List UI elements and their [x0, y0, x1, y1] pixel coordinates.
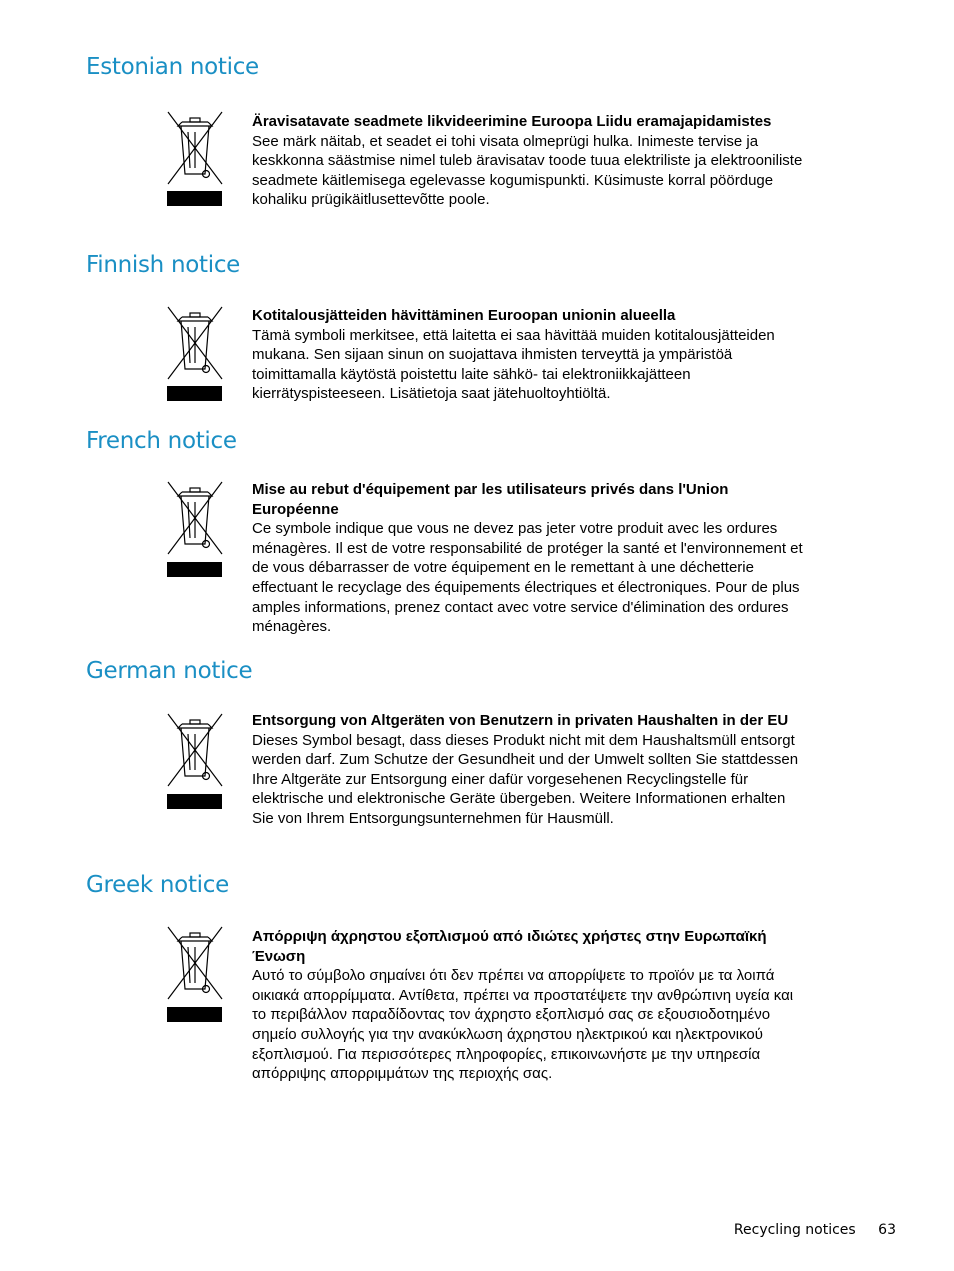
notice-body: Dieses Symbol besagt, dass dieses Produkt nicht mit dem Haushaltsmüll entsorgt werden darf. Zum Schutze der Gesundheit und der Umwelt sollten Sie stattdessen Ihre Altgeräte zur Entsorgung einer dafür vorgesehenen Recyclingstelle für elektrische und elektronische Geräte übergeben. Weitere Informationen erhalten Sie von Ihrem Entsorgungsunternehmen für Hausmüll. — [252, 731, 799, 827]
weee-bar — [167, 794, 222, 809]
page-number: 63 — [878, 1222, 896, 1238]
crossed-out-wheelie-bin-icon — [166, 710, 224, 790]
section-heading-german: German notice — [86, 658, 253, 684]
weee-bar — [167, 1007, 222, 1022]
notice-body: Αυτό το σύμβολο σημαίνει ότι δεν πρέπει να απορρίψετε το προϊόν με τα λοιπά οικιακά απορρίμματα. Αντίθετα, πρέπει να προστατέψετε την ανθρώπινη υγεία και το περιβάλλον παραδίδοντας τον άχρηστο εξοπλισμό σας σε εξουσιοδοτημένο σημείο συλλογής για την ανακύκλωση άχρηστου ηλεκτρικού και ηλεκτρονικού εξοπλισμού. Για περισσότερες πληροφορίες, επικοινωνήστε με την υπηρεσία απόρριψης απορριμμάτων της περιοχής σας. — [252, 967, 794, 1083]
notice-title: Äravisatavate seadmete likvideerimine Euroopa Liidu eramajapidamistes — [252, 113, 772, 130]
notice-title: Entsorgung von Altgeräten von Benutzern in privaten Haushalten in der EU — [252, 712, 789, 729]
crossed-out-wheelie-bin-icon — [166, 923, 224, 1003]
notice-body: Tämä symboli merkitsee, että laitetta ei saa hävittää muiden kotitalousjätteiden mukana. Sen sijaan sinun on suojattava ihmisten terveyttä ja ympäristöä toimittamalla käytöstä poistettu laite sähkö- tai elektroniikkajätteen kierrätyspisteeseen. Lisätietoja saat jätehuoltoyhtiöltä. — [252, 326, 775, 403]
notice-title: Kotitalousjätteiden hävittäminen Euroopan unionin alueella — [252, 307, 676, 324]
section-heading-french: French notice — [86, 428, 237, 454]
crossed-out-wheelie-bin-icon — [166, 303, 224, 383]
crossed-out-wheelie-bin-icon — [166, 108, 224, 188]
weee-symbol — [166, 710, 224, 810]
weee-symbol — [166, 108, 224, 208]
section-heading-finnish: Finnish notice — [86, 252, 241, 278]
page-footer — [734, 1222, 896, 1238]
weee-bar — [167, 386, 222, 401]
notice-greek — [252, 927, 807, 1084]
notice-body: See märk näitab, et seadet ei tohi visata olmeprügi hulka. Inimeste tervise ja keskkonna säästmise nimel tuleb äravisatav toode tuua elektriliste ja elektrooniliste seadmete käitlemisega egelevasse kogumispunkti. Küsimuste korral pöörduge kohaliku prügikäitlusettevõtte poole. — [252, 132, 803, 209]
notice-title: Απόρριψη άχρηστου εξοπλισμού από ιδιώτες χρήστες στην Ευρωπαϊκή Ένωση — [252, 928, 767, 965]
notice-body: Ce symbole indique que vous ne devez pas jeter votre produit avec les ordures ménagères. Il est de votre responsabilité de protéger la santé et l'environnement et de vous débarrasser de votre équipement en le remettant à une déchetterie effectuant le recyclage des équipements électriques et électroniques. Pour de plus amples informations, prenez contact avec votre service d'élimination des ordures ménagères. — [252, 520, 803, 636]
notice-estonian — [252, 112, 807, 210]
notice-french — [252, 480, 807, 637]
section-heading-estonian: Estonian notice — [86, 54, 259, 80]
weee-symbol — [166, 478, 224, 578]
section-heading-greek: Greek notice — [86, 872, 229, 898]
weee-symbol — [166, 303, 224, 403]
notice-title: Mise au rebut d'équipement par les utilisateurs privés dans l'Union Européenne — [252, 481, 729, 518]
weee-bar — [167, 191, 222, 206]
notice-finnish — [252, 306, 807, 404]
notice-german — [252, 711, 807, 829]
footer-section-title: Recycling notices — [733, 1222, 856, 1238]
weee-bar — [167, 562, 222, 577]
crossed-out-wheelie-bin-icon — [166, 478, 224, 558]
weee-symbol — [166, 923, 224, 1023]
